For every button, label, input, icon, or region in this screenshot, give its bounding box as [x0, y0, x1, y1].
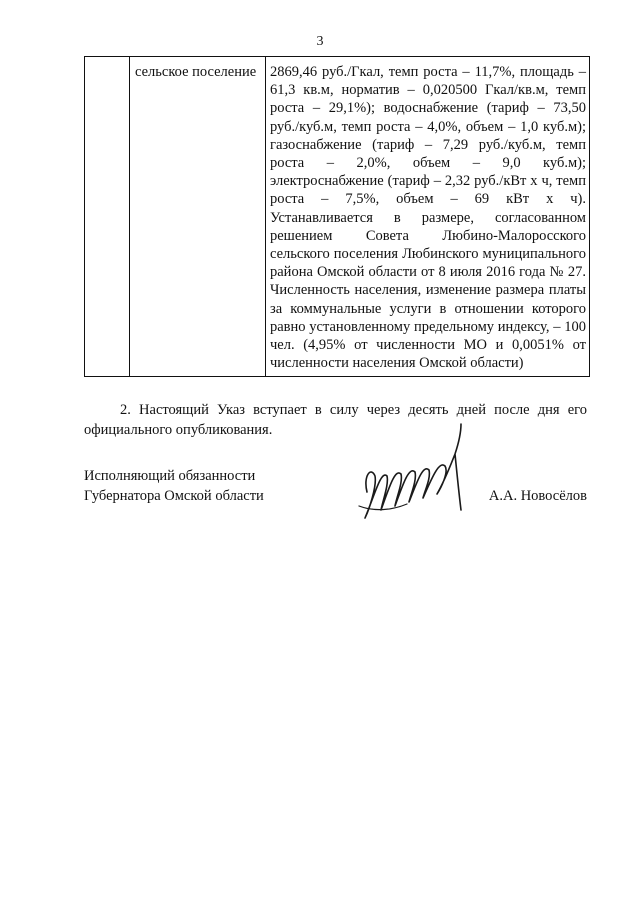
tariff-table: [84, 56, 590, 377]
table-row: [85, 57, 590, 377]
position-line-1: Исполняющий обязанности: [84, 468, 256, 484]
position-line-2: Губернатора Омской области: [84, 488, 264, 504]
page-number: 3: [316, 34, 324, 49]
tariff-details-cell: 2869,46 руб./Гкал, темп роста – 11,7%, площадь – 61,3 кв.м, норматив – 0,020500 Гкал/кв.м, темп роста – 29,1%); водоснабжение (тариф – 73,50 руб./куб.м, темп роста – 4,0%, объем – 1,0 куб.м); газоснабжение (тариф – 7,29 руб./куб.м, темп роста – 2,0%, объем – 9,0 куб.м); электроснабжение (тариф – 2,32 руб./кВт х ч, темп роста – 7,5%, объем – 69 кВт х ч). Устанавливается в размере, согласованном решением Совета Любино-Малоросского сельского поселения Любинского муниципального района Омской области от 8 июля 2016 года № 27. Численность населения, изменение размера платы за коммунальные услуги в отношении которого равно установленному предельному индексу, – 100 чел. (4,95% от численности МО и 0,0051% от численности населения Омской области): [266, 57, 590, 377]
row-number-cell: [85, 57, 130, 377]
municipality-cell: сельское поселение: [130, 57, 266, 377]
signatory-position: [84, 466, 264, 506]
handwritten-signature: [345, 414, 475, 544]
signatory-name: А.А. Новосёлов: [488, 488, 587, 504]
effective-date-paragraph: 2. Настоящий Указ вступает в силу через десять дней после дня его официального опубликования.: [84, 402, 587, 438]
